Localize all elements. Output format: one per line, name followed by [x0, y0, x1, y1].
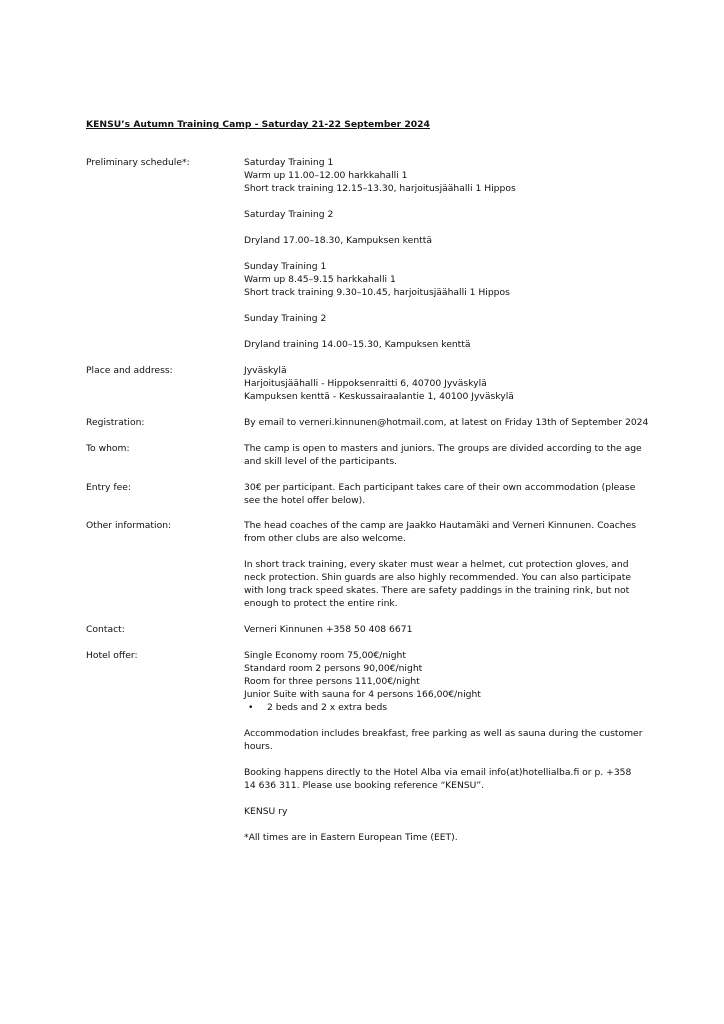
- bullet-dot-icon: •: [248, 702, 254, 713]
- sunday-training-1-line-1: Warm up 8.45–9.15 harkkahalli 1: [244, 274, 396, 285]
- schedule-content: [244, 156, 644, 351]
- saturday-training-1-line-1: Warm up 11.00–12.00 harkkahalli 1: [244, 170, 408, 181]
- sunday-training-2-line-1: Dryland training 14.00–15.30, Kampuksen kenttä: [244, 339, 471, 350]
- hotel-room-suite: Junior Suite with sauna for 4 persons 166,00€/night: [244, 689, 481, 700]
- to-whom-text: The camp is open to masters and juniors. The groups are divided according to the age and skill level of the participants.: [244, 443, 642, 467]
- to-whom-content: [244, 442, 644, 468]
- hotel-accommodation-text: Accommodation includes breakfast, free parking as well as sauna during the customer hours.: [244, 728, 643, 752]
- registration-text: By email to verneri.kinnunen@hotmail.com, at latest on Friday 13th of September 2024: [244, 417, 649, 428]
- schedule-label: Preliminary schedule*:: [86, 157, 190, 168]
- sunday-training-1-heading: Sunday Training 1: [244, 261, 327, 272]
- contact-text: Verneri Kinnunen +358 50 408 6671: [244, 624, 413, 635]
- hotel-room-standard: Standard room 2 persons 90,00€/night: [244, 663, 423, 674]
- hotel-bullet-item: [244, 701, 644, 714]
- organization-name: KENSU ry: [244, 806, 288, 817]
- place-content: [244, 364, 644, 403]
- saturday-training-1-line-2: Short track training 12.15–13.30, harjoitusjäähalli 1 Hippos: [244, 183, 516, 194]
- registration-label: Registration:: [86, 417, 145, 428]
- document-title: KENSU’s Autumn Training Camp - Saturday 21-22 September 2024: [86, 119, 430, 130]
- saturday-training-2-heading: Saturday Training 2: [244, 209, 334, 220]
- hotel-room-single: Single Economy room 75,00€/night: [244, 650, 406, 661]
- other-info-label: Other information:: [86, 520, 172, 531]
- other-info-paragraph-2: In short track training, every skater must wear a helmet, cut protection gloves, and neck protection. Shin guards are also highly recommended. You can also participate with long track speed skates. There are safety paddings in the training rink, but not enough to protect the entire rink.: [244, 559, 631, 609]
- place-address-1: Harjoitusjäähalli - Hippoksenraitti 6, 40700 Jyväskylä: [244, 378, 487, 389]
- registration-content: [244, 416, 649, 429]
- hotel-content: [244, 649, 644, 844]
- other-info-content: [244, 519, 644, 610]
- saturday-training-2-line-1: Dryland 17.00–18.30, Kampuksen kenttä: [244, 235, 432, 246]
- hotel-bullet-text: 2 beds and 2 x extra beds: [267, 702, 388, 713]
- contact-content: [244, 623, 644, 636]
- hotel-room-three: Room for three persons 111,00€/night: [244, 676, 420, 687]
- sunday-training-2-heading: Sunday Training 2: [244, 313, 327, 324]
- place-label: Place and address:: [86, 365, 173, 376]
- hotel-booking-text: Booking happens directly to the Hotel Alba via email info(at)hotellialba.fi or p. +358 14 636 311. Please use booking reference “KENSU”.: [244, 767, 632, 791]
- contact-label: Contact:: [86, 624, 125, 635]
- place-address-2: Kampuksen kenttä - Keskussairaalantie 1, 40100 Jyväskylä: [244, 391, 514, 402]
- entry-fee-content: [244, 481, 644, 507]
- hotel-label: Hotel offer:: [86, 650, 138, 661]
- entry-fee-text: 30€ per participant. Each participant takes care of their own accommodation (please see the hotel offer below).: [244, 482, 636, 506]
- timezone-footnote: *All times are in Eastern European Time (EET).: [244, 832, 458, 843]
- place-city: Jyväskylä: [244, 365, 287, 376]
- sunday-training-1-line-2: Short track training 9.30–10.45, harjoitusjäähalli 1 Hippos: [244, 287, 510, 298]
- entry-fee-label: Entry fee:: [86, 482, 131, 493]
- to-whom-label: To whom:: [86, 443, 130, 454]
- other-info-paragraph-1: The head coaches of the camp are Jaakko Hautamäki and Verneri Kinnunen. Coaches from other clubs are also welcome.: [244, 520, 637, 544]
- saturday-training-1-heading: Saturday Training 1: [244, 157, 334, 168]
